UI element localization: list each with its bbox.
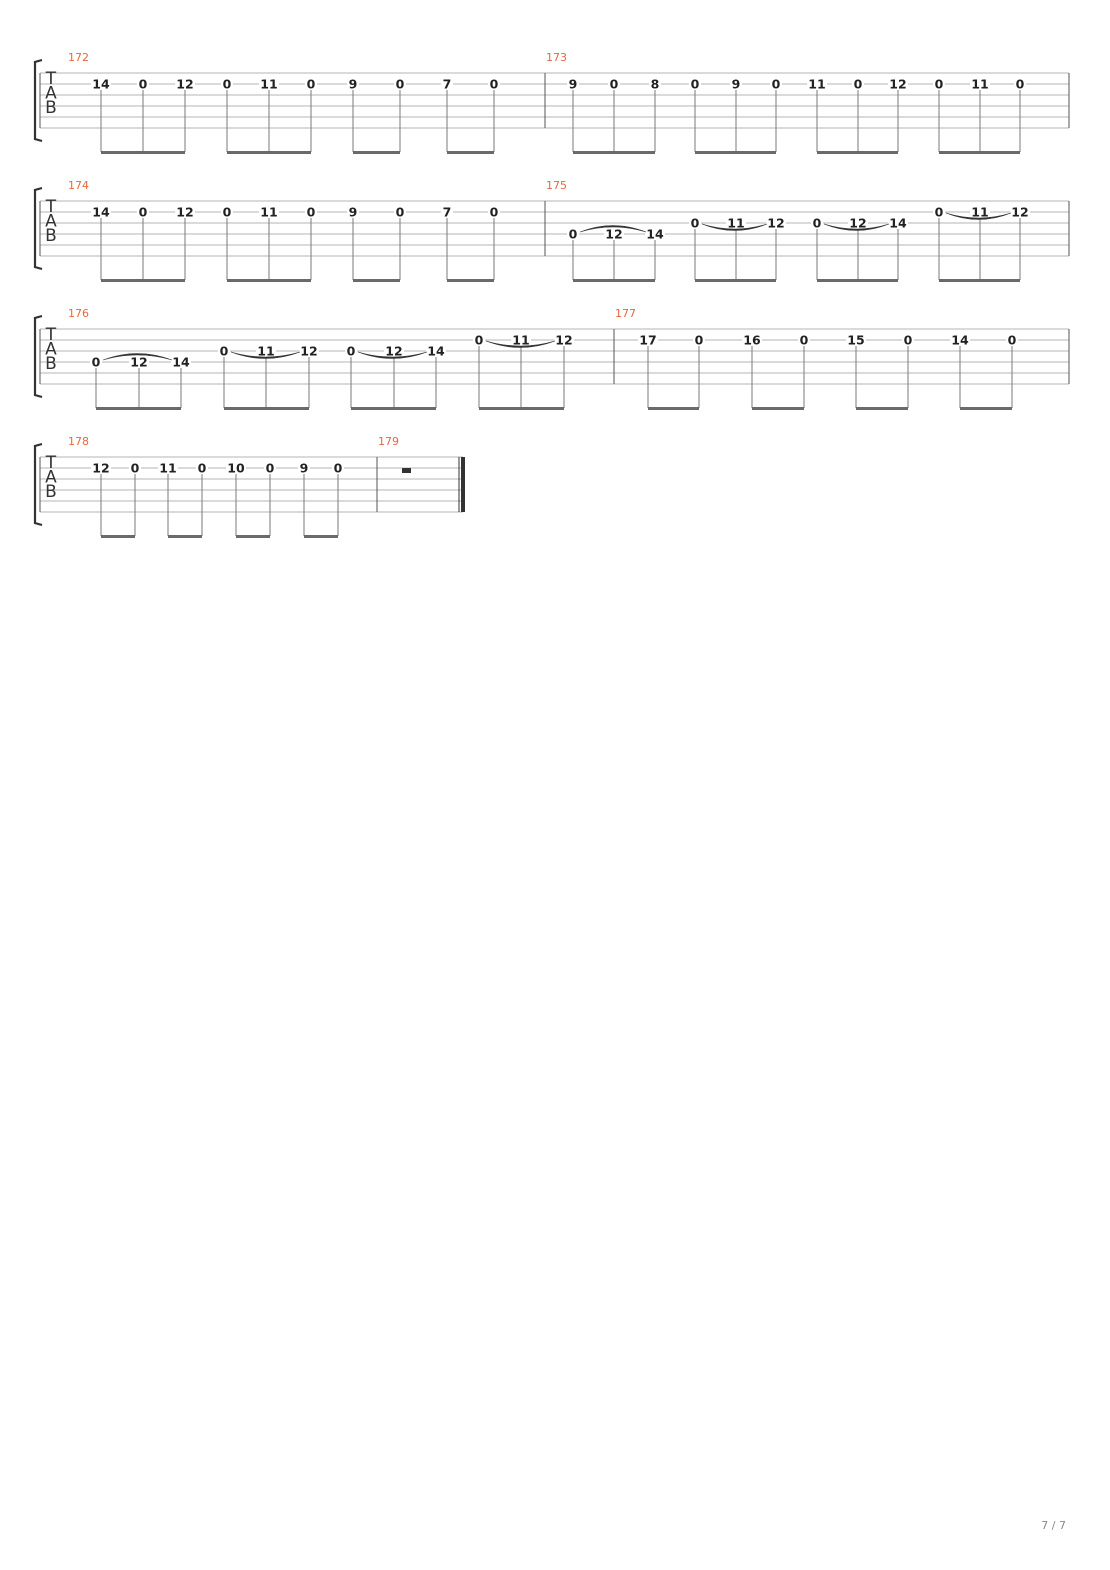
fret-number: 14 — [427, 343, 445, 359]
fret-number: 0 — [138, 76, 148, 92]
beam — [856, 407, 908, 410]
fret-number: 14 — [646, 226, 664, 242]
fret-number: 0 — [306, 76, 316, 92]
fret-number: 12 — [605, 226, 623, 242]
measure-number: 174 — [68, 179, 89, 192]
fret-number: 0 — [222, 204, 232, 220]
tab-clef-letter: A — [45, 83, 57, 104]
beam — [168, 535, 202, 538]
fret-number: 12 — [555, 332, 573, 348]
fret-number: 0 — [694, 332, 704, 348]
measure-number: 176 — [68, 307, 89, 320]
beam — [353, 279, 400, 282]
tab-clef-letter: T — [45, 197, 57, 217]
fret-number: 14 — [889, 215, 907, 231]
beam — [96, 407, 181, 410]
fret-number: 0 — [346, 343, 356, 359]
fret-number: 16 — [743, 332, 761, 348]
tablature-score — [0, 0, 1110, 600]
tab-clef-letter: T — [45, 325, 57, 345]
beam — [101, 151, 185, 154]
tab-clef-letter: A — [45, 211, 57, 232]
beam — [304, 535, 338, 538]
beam — [236, 535, 270, 538]
fret-number: 12 — [1011, 204, 1029, 220]
fret-number: 0 — [853, 76, 863, 92]
fret-number: 11 — [260, 204, 278, 220]
fret-number: 12 — [130, 354, 148, 370]
fret-number: 9 — [299, 460, 309, 476]
fret-number: 12 — [176, 76, 194, 92]
fret-number: 0 — [934, 76, 944, 92]
fret-number: 14 — [92, 204, 110, 220]
beam — [447, 279, 494, 282]
beam — [960, 407, 1012, 410]
fret-number: 0 — [489, 204, 499, 220]
fret-number: 9 — [348, 76, 358, 92]
measure-number: 172 — [68, 51, 89, 64]
fret-number: 0 — [333, 460, 343, 476]
fret-number: 7 — [442, 76, 452, 92]
measure-number: 179 — [378, 435, 399, 448]
fret-number: 12 — [849, 215, 867, 231]
tab-clef-letter: T — [45, 453, 57, 473]
fret-number: 11 — [727, 215, 745, 231]
measure-number: 175 — [546, 179, 567, 192]
beam — [101, 279, 185, 282]
fret-number: 0 — [1015, 76, 1025, 92]
tab-clef-letter: B — [45, 482, 57, 502]
fret-number: 15 — [847, 332, 865, 348]
fret-number: 7 — [442, 204, 452, 220]
fret-number: 8 — [650, 76, 660, 92]
beam — [695, 279, 776, 282]
fret-number: 12 — [889, 76, 907, 92]
beam — [752, 407, 804, 410]
fret-number: 14 — [92, 76, 110, 92]
fret-number: 14 — [951, 332, 969, 348]
fret-number: 0 — [1007, 332, 1017, 348]
fret-number: 0 — [306, 204, 316, 220]
fret-number: 0 — [265, 460, 275, 476]
system-bracket — [35, 316, 42, 397]
fret-number: 0 — [903, 332, 913, 348]
fret-number: 0 — [609, 76, 619, 92]
fret-number: 9 — [348, 204, 358, 220]
beam — [101, 535, 135, 538]
fret-number: 11 — [260, 76, 278, 92]
system-bracket — [35, 188, 42, 269]
fret-number: 12 — [176, 204, 194, 220]
fret-number: 0 — [690, 215, 700, 231]
measure-number: 173 — [546, 51, 567, 64]
fret-number: 0 — [771, 76, 781, 92]
beam — [817, 279, 898, 282]
page-number: 7 / 7 — [1041, 1519, 1066, 1532]
fret-number: 0 — [474, 332, 484, 348]
beam — [695, 151, 776, 154]
beam — [939, 151, 1020, 154]
fret-number: 11 — [971, 204, 989, 220]
fret-number: 11 — [512, 332, 530, 348]
beam — [648, 407, 699, 410]
beam — [353, 151, 400, 154]
beam — [227, 151, 311, 154]
tab-clef-letter: A — [45, 467, 57, 488]
tab-clef-letter: T — [45, 69, 57, 89]
half-rest — [402, 468, 411, 473]
fret-number: 10 — [227, 460, 245, 476]
fret-number: 0 — [395, 204, 405, 220]
fret-number: 11 — [257, 343, 275, 359]
beam — [939, 279, 1020, 282]
fret-number: 12 — [92, 460, 110, 476]
measure-number: 177 — [615, 307, 636, 320]
beam — [224, 407, 309, 410]
tab-clef-letter: B — [45, 98, 57, 118]
fret-number: 12 — [767, 215, 785, 231]
beam — [479, 407, 564, 410]
fret-number: 0 — [934, 204, 944, 220]
fret-number: 11 — [159, 460, 177, 476]
fret-number: 0 — [138, 204, 148, 220]
fret-number: 0 — [395, 76, 405, 92]
tab-clef-letter: B — [45, 354, 57, 374]
fret-number: 12 — [385, 343, 403, 359]
beam — [351, 407, 436, 410]
beam — [227, 279, 311, 282]
fret-number: 11 — [971, 76, 989, 92]
fret-number: 9 — [731, 76, 741, 92]
fret-number: 0 — [219, 343, 229, 359]
beam — [447, 151, 494, 154]
system-bracket — [35, 60, 42, 141]
system-bracket — [35, 444, 42, 525]
beam — [573, 279, 655, 282]
fret-number: 17 — [639, 332, 657, 348]
fret-number: 0 — [130, 460, 140, 476]
fret-number: 0 — [568, 226, 578, 242]
fret-number: 0 — [222, 76, 232, 92]
tab-clef-letter: A — [45, 339, 57, 360]
fret-number: 9 — [568, 76, 578, 92]
fret-number: 0 — [799, 332, 809, 348]
fret-number: 0 — [197, 460, 207, 476]
fret-number: 0 — [812, 215, 822, 231]
tab-clef-letter: B — [45, 226, 57, 246]
fret-number: 11 — [808, 76, 826, 92]
beam — [817, 151, 898, 154]
fret-number: 12 — [300, 343, 318, 359]
fret-number: 0 — [91, 354, 101, 370]
fret-number: 14 — [172, 354, 190, 370]
measure-number: 178 — [68, 435, 89, 448]
fret-number: 0 — [489, 76, 499, 92]
fret-number: 0 — [690, 76, 700, 92]
beam — [573, 151, 655, 154]
